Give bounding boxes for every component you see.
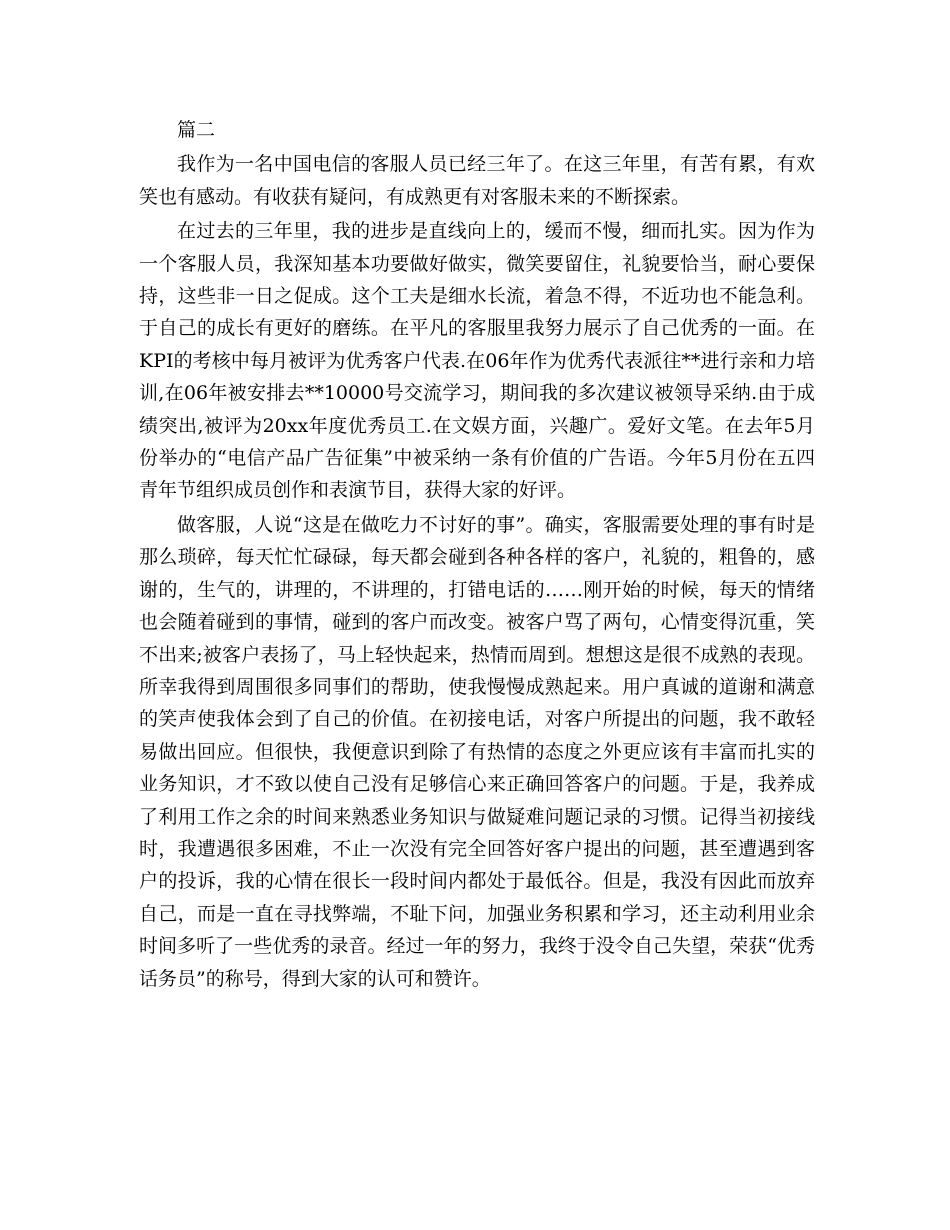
- section-heading: 篇二: [177, 119, 216, 141]
- paragraph-1: 我作为一名中国电信的客服人员已经三年了。在这三年里，有苦有累，有欢笑也有感动。有收获有疑问，有成熟更有对客服未来的不断探索。: [139, 153, 815, 208]
- document-body: [139, 114, 815, 997]
- paragraph-2: 在过去的三年里，我的进步是直线向上的，缓而不慢，细而扎实。因为作为一个客服人员，我深知基本功要做好做实，微笑要留住，礼貌要恰当，耐心要保持，这些非一日之促成。这个工夫是细水长流，着急不得，不近功也不能急利。于自己的成长有更好的磨练。在平凡的客服里我努力展示了自己优秀的一面。在KPI的考核中每月被评为优秀客户代表.在06年作为优秀代表派往**进行亲和力培训,在06年被安排去**10000号交流学习，期间我的多次建议被领导采纳.由于成绩突出,被评为20xx年度优秀员工.在文娱方面，兴趣广。爱好文笔。在去年5月份举办的“电信产品广告征集”中被采纳一条有价值的广告语。今年5月份在五四青年节组织成员创作和表演节目，获得大家的好评。: [139, 220, 815, 502]
- paragraph-3: 做客服，人说“这是在做吃力不讨好的事”。确实，客服需要处理的事有时是那么琐碎，每天忙忙碌碌，每天都会碰到各种各样的客户，礼貌的，粗鲁的，感谢的，生气的，讲理的，不讲理的，打错电话的……刚开始的时候，每天的情绪也会随着碰到的事情，碰到的客户而改变。被客户骂了两句，心情变得沉重，笑不出来;被客户表扬了，马上轻快起来，热情而周到。想想这是很不成熟的表现。所幸我得到周围很多同事们的帮助，使我慢慢成熟起来。用户真诚的道谢和满意的笑声使我体会到了自己的价值。在初接电话，对客户所提出的问题，我不敢轻易做出回应。但很快，我便意识到除了有热情的态度之外更应该有丰富而扎实的业务知识，才不致以使自己没有足够信心来正确回答客户的问题。于是，我养成了利用工作之余的时间来熟悉业务知识与做疑难问题记录的习惯。记得当初接线时，我遭遇很多困难，不止一次没有完全回答好客户提出的问题，甚至遭遇到客户的投诉，我的心情在很长一段时间内都处于最低谷。但是，我没有因此而放弃自己，而是一直在寻找弊端，不耻下问，加强业务积累和学习，还主动利用业余时间多听了一些优秀的录音。经过一年的努力，我终于没令自己失望，荣获“优秀话务员”的称号，得到大家的认可和赞许。: [139, 513, 815, 990]
